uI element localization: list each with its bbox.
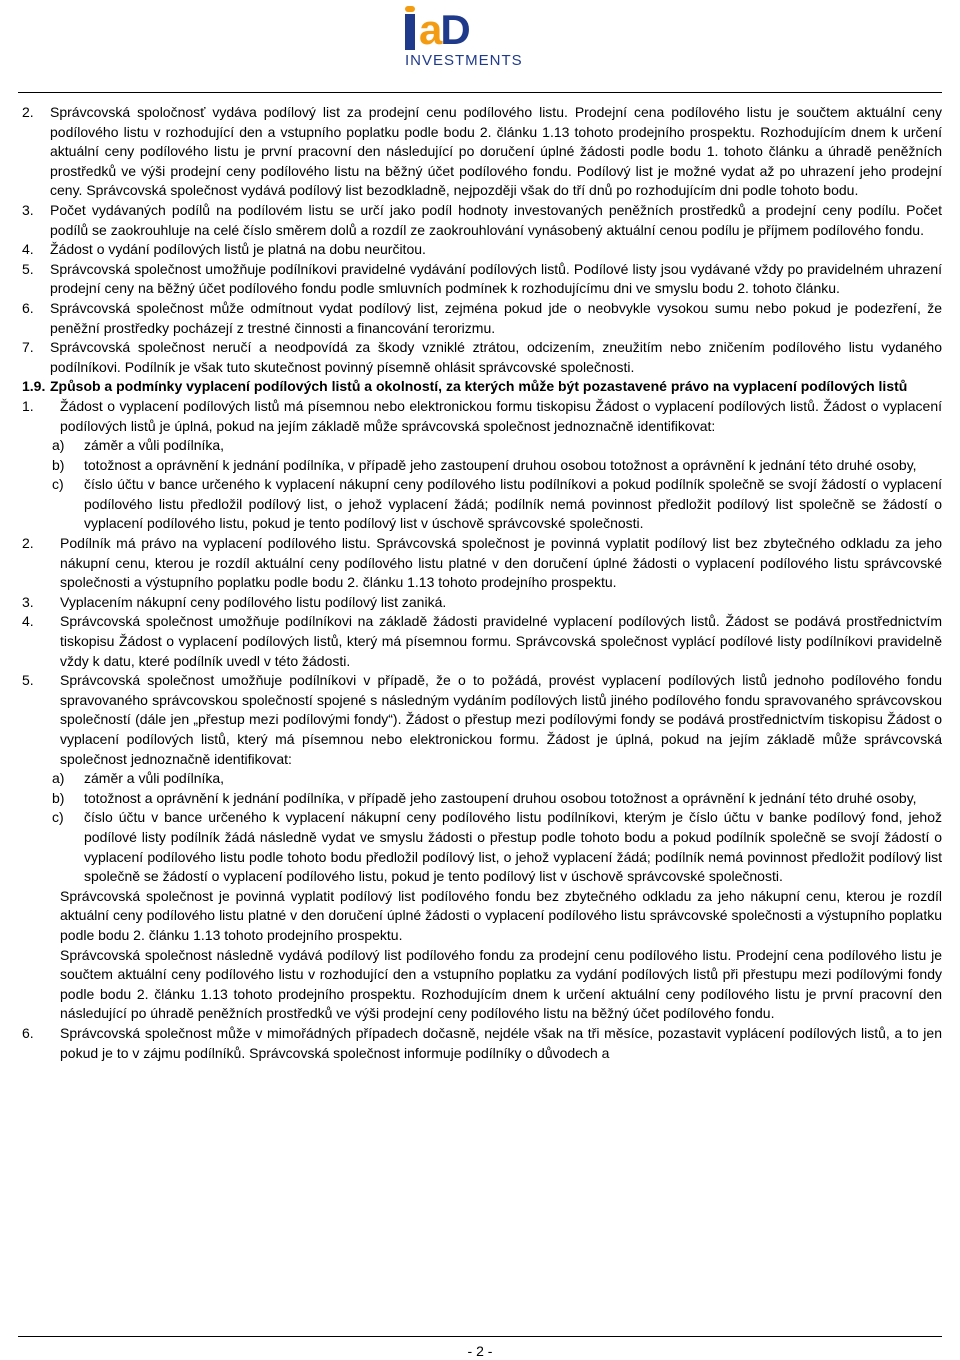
subitem-b: [18, 456, 942, 476]
paragraph-4: [18, 612, 942, 671]
subitem-c: [18, 808, 942, 886]
item-text: Vyplacením nákupní ceny podílového listu podílový list zaniká.: [60, 593, 447, 610]
logo-mark: [405, 4, 555, 53]
paragraph-2: [18, 534, 942, 593]
paragraph-5: [18, 671, 942, 769]
subitem-text: záměr a vůli podílníka,: [84, 770, 225, 787]
document-body: [18, 103, 942, 1063]
item-4: [18, 240, 942, 260]
item-number: 3.: [22, 593, 34, 610]
logo-subtitle: INVESTMENTS: [405, 52, 523, 69]
company-logo: [405, 4, 555, 74]
subitem-a: [18, 769, 942, 789]
item-number: 1.: [22, 397, 34, 414]
paragraph-1: [18, 397, 942, 436]
subitem-text: číslo účtu v bance určeného k vyplacení nákupní ceny podílového listu podílníkovi a pokud podílník společně se svojí žádostí o vyplacení podílového listu předložil podílový list, o jehož vyplacení žádá; podílník nemá povinnost předložit podílový list společně se žádostí o vyplacení podílového listu, pokud je tento podílový list v úschově správcovské společnosti.: [84, 476, 942, 532]
footer-divider: [18, 1336, 942, 1337]
item-7: [18, 338, 942, 377]
item-text: Žádost o vyplacení podílových listů má písemnou nebo elektronickou formu tiskopisu Žádost o vyplacení podílových listů. Žádost o vyplacení podílových listů je úplná, pokud na jejím základě může správcovská společnost jednoznačně identifikovat:: [60, 397, 942, 434]
subitem-a: [18, 436, 942, 456]
paragraph-3: [18, 593, 942, 613]
subitem-letter: b): [52, 789, 65, 806]
section-heading: [18, 377, 942, 397]
item-5: [18, 260, 942, 299]
item-text: Správcovská společnost může v mimořádných případech dočasně, nejdéle však na tři měsíce, pozastavit vyplácení podílových listů, a to jen pokud je to v zájmu podílníků. Správcovská společnost informuje podílníky o důvodech a: [60, 1024, 942, 1061]
subitem-letter: a): [52, 437, 65, 454]
section-title: Způsob a podmínky vyplacení podílových listů a okolností, za kterých může být pozastavené právo na vyplacení podílových listů: [50, 378, 908, 395]
item-number: 7.: [22, 339, 34, 356]
page-number: - 2 -: [467, 1343, 493, 1359]
item-text: Správcovská spoločnosť vydáva podílový list za prodejní cenu podílového listu. Prodejní cena podílového listu je součtem aktuální ceny podílového listu v rozhodující den a vstupního poplatku podle bodu 2. článku 1.13 tohoto prodejního prospektu. Rozhodujícím dnem k určení aktuální ceny podílového listu je první pracovní den následující po doručení úplné žádosti podle bodu 1. tohoto článku a úhradě peněžních prostředků ve výši prodejní ceny podílového listu na běžný účet podílového fondu. Podílový list je možné vydat až po uhrazení jeho prodejní ceny. Správcovská společnost vydává podílový list bezodkladně, nejpozději však do tří dnů po rozhodujícím dni podle tohoto bodu.: [50, 104, 942, 199]
item-text: Správcovská společnost umožňuje podílníkovi na základě žádosti pravidelné vyplacení podílových listů. Žádost se podává prostřednictvím tiskopisu Žádost o vyplacení podílových listů, který má písemnou formu. Správcovská společnost vyplácí podílové listy podílníkovi pravidelně vždy k datu, které podílník uvedl v této žádosti.: [60, 613, 942, 669]
subitem-letter: b): [52, 456, 65, 473]
subitem-text: totožnost a oprávnění k jednání podílníka, v případě jeho zastoupení druhou osobou totožnost a oprávnění k jednání této druhé osoby,: [84, 456, 917, 473]
subitem-text: záměr a vůli podílníka,: [84, 437, 225, 454]
item-number: 6.: [22, 1024, 34, 1041]
subitem-letter: c): [52, 809, 64, 826]
item-text: Správcovská společnost může odmítnout vydat podílový list, zejména pokud jde o neobvykle vysokou sumu nebo pokud je podezření, že peněžní prostředky pocházejí z trestné činnosti a financování terorizmu.: [50, 299, 942, 336]
subitem-b: [18, 789, 942, 809]
paragraph-6: [18, 1024, 942, 1063]
item-number: 5.: [22, 260, 34, 277]
header-divider: [18, 92, 942, 93]
subitem-letter: a): [52, 770, 65, 787]
item-number: 2.: [22, 535, 34, 552]
item-text: Správcovská společnost umožňuje podílníkovi v případě, že o to požádá, provést vyplacení podílových listů jednoho podílového fondu spravovaného správcovskou společností spojené s následným vydáním podílových listů jiného podílového fondu spravovaného správcovskou společností (dále jen „přestup mezi podílovými fondy“). Žádost o přestup mezi podílovými fondy se podává prostřednictvím tiskopisu Žádost o vyplacení podílových listů, který má písemnou nebo elektronickou formu. Žádost je úplná, pokud na jejím základě může správcovská společnost jednoznačně identifikovat:: [60, 672, 942, 767]
item-text: Podílník má právo na vyplacení podílového listu. Správcovská společnost je povinná vyplatit podílový list bez zbytečného odkladu za jeho nákupní cenu, kterou je rozdíl aktuální ceny podílového listu platné v den doručení úplné žádosti o vyplacení podílového listu správcovské společnosti a výstupního poplatku podle bodu 2. článku 1.13 tohoto prodejního prospektu.: [60, 535, 942, 591]
paragraph-5-continuation: Správcovská společnost následně vydává podílový list podílového fondu za prodejní cenu podílového listu. Prodejní cena podílového listu je součtem aktuální ceny podílového listu v rozhodující den a vstupního poplatku za vydání podílových listů při přestupu mezi podílovými fondy podle bodu 2. článku 1.13 tohoto prodejního prospektu. Rozhodujícím dnem k určení aktuální ceny podílového listu je první pracovní den následující po úhradě peněžních prostředků ve výši prodejní ceny podílového listu na běžný účet podílového fondu.: [60, 946, 942, 1022]
item-number: 5.: [22, 672, 34, 689]
item-3: [18, 201, 942, 240]
item-2: [18, 103, 942, 201]
subitem-letter: c): [52, 476, 64, 493]
section-number: 1.9.: [22, 378, 46, 395]
item-6: [18, 299, 942, 338]
paragraph-5-continuation: Správcovská společnost je povinná vyplatit podílový list podílového fondu bez zbytečného odkladu za jeho nákupní cenu, kterou je rozdíl aktuální ceny podílového listu platné v den doručení úplné žádosti o vyplacení podílového listu správcovské společnosti a výstupního poplatku podle bodu 2. článku 1.13 tohoto prodejního prospektu.: [60, 887, 942, 943]
subitem-text: číslo účtu v bance určeného k vyplacení nákupní ceny podílového listu podílníkovi, kterým je číslo účtu v banke podílový fond, jehož podílové listy podílník žádá následně vydat ve smyslu žádosti o přestup podle tohoto bodu a pokud podílník společně se svojí žádostí o vyplacení podílového listu podle tohoto bodu předložil podílový list, o jehož vyplacení žádá; podílník nemá povinnost předložit podílový list společně se žádostí o vyplacení podílového listu, pokud je tento podílový list v úschově správcovské společnosti.: [84, 809, 942, 885]
item-number: 3.: [22, 201, 34, 218]
subitem-c: [18, 475, 942, 534]
item-number: 4.: [22, 613, 34, 630]
item-number: 6.: [22, 299, 34, 316]
item-text: Žádost o vydání podílových listů je platná na dobu neurčitou.: [50, 241, 426, 258]
item-text: Správcovská společnost neručí a neodpovídá za škody vzniklé ztrátou, odcizením, zneužitím nebo zničením podílového listu vydaného podílníkovi. Podílník je však tuto skutečnost povinný písemně ohlásit správcovské společnosti.: [50, 339, 942, 375]
item-text: Správcovská společnost umožňuje podílníkovi pravidelné vydávání podílových listů. Podílové listy jsou vydávané vždy po pravidelném uhrazení prodejní ceny na běžný účet podílového fondu podle smluvních podmínek k rozhodujícímu dni ve smyslu bodu 2. tohoto článku.: [50, 260, 942, 297]
item-text: Počet vydávaných podílů na podílovém listu se určí jako podíl hodnoty investovaných peněžních prostředků a prodejní ceny podílu. Počet podílů se zaokrouhluje na celé číslo směrem dolů a rozdíl ze zaokrouhlování vynásobený aktuální cenou podílu je příjmem podílového fondu.: [50, 201, 942, 238]
logo-i-glyph: [405, 14, 415, 50]
logo-a-letter: a: [419, 6, 443, 53]
logo-d-letter: D: [440, 6, 471, 53]
subitem-text: totožnost a oprávnění k jednání podílníka, v případě jeho zastoupení druhou osobou totožnost a oprávnění k jednání této druhé osoby,: [84, 789, 917, 806]
item-number: 2.: [22, 104, 34, 120]
item-number: 4.: [22, 241, 34, 258]
